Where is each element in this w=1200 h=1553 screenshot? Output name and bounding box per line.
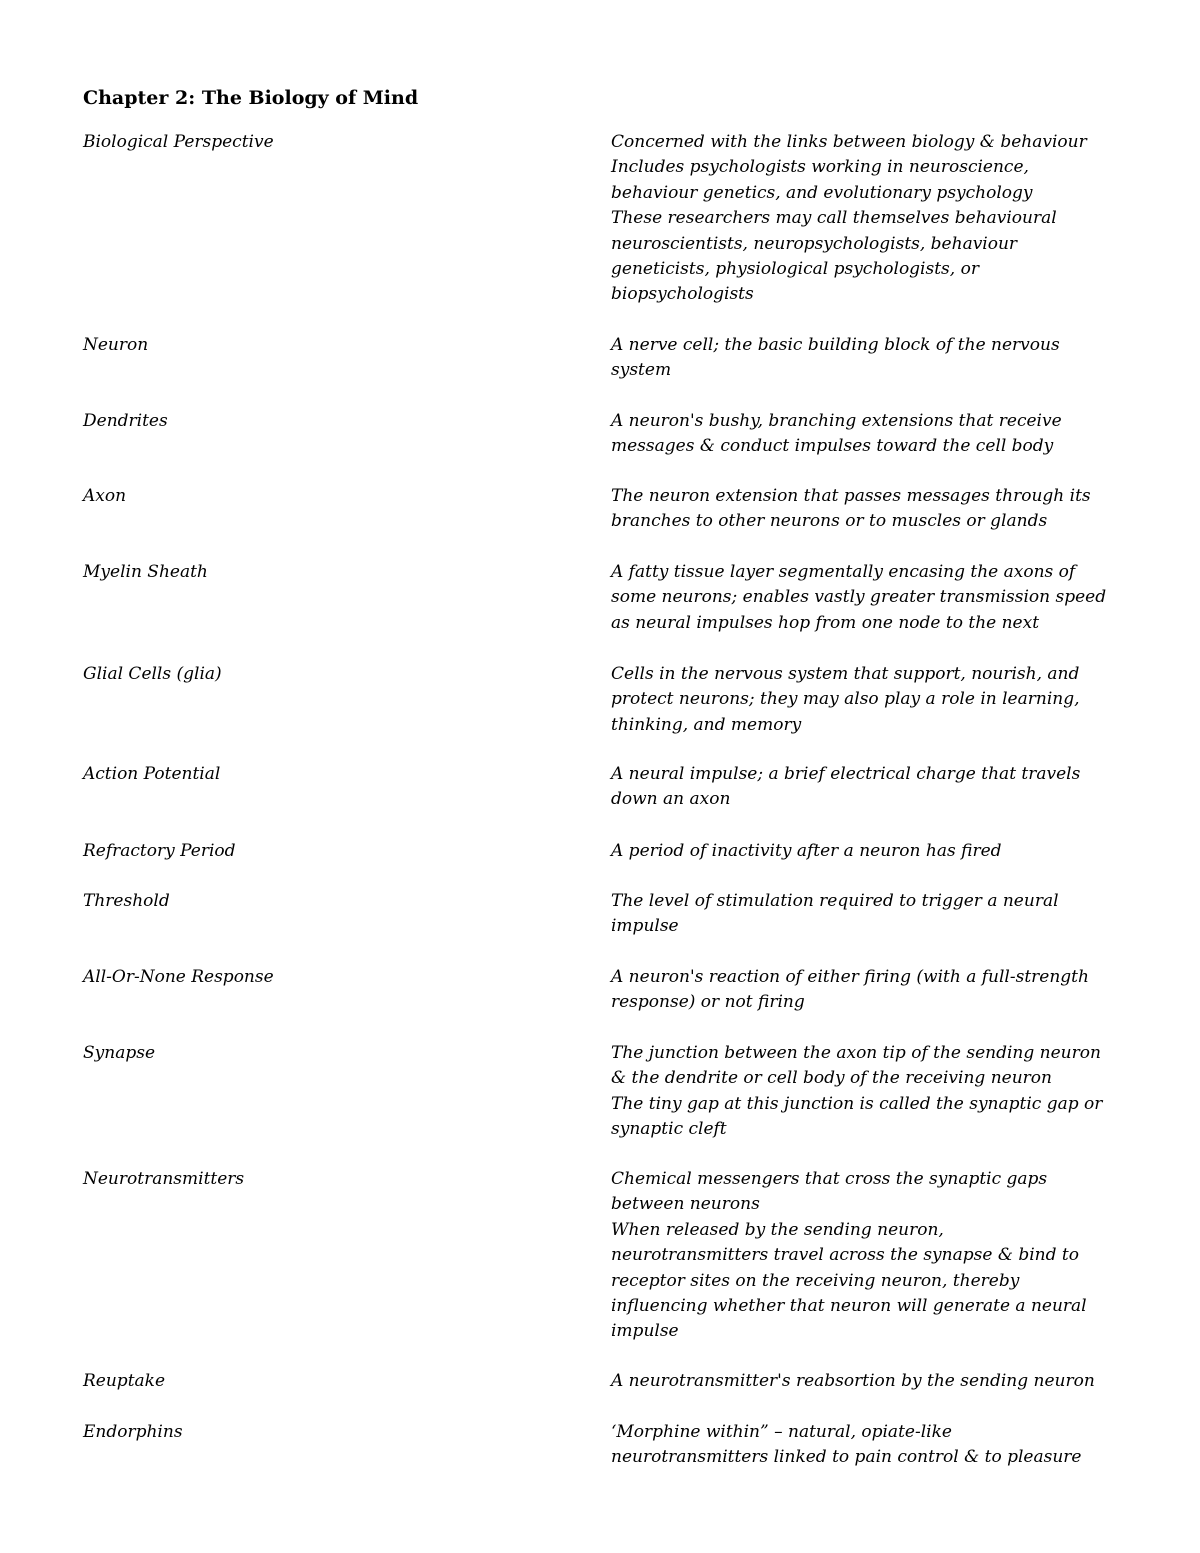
definition-line: biopsychologists <box>611 284 754 305</box>
definition-line: Chemical messengers that cross the synaptic gaps <box>611 1169 1048 1189</box>
definition-line: A period of inactivity after a neuron has fired <box>611 841 1002 861</box>
definition-line: some neurons; enables vastly greater transmission speed <box>611 587 1107 608</box>
definition <box>611 889 1131 940</box>
definition-line: A neuron's reaction of either firing (with a full-strength <box>611 967 1089 987</box>
term: Axon <box>83 486 127 506</box>
definition <box>611 839 1131 864</box>
definition-line: A neuron's bushy, branching extensions that receive <box>611 411 1062 431</box>
definition <box>611 409 1131 460</box>
definition-line: Includes psychologists working in neuroscience, <box>611 157 1029 178</box>
definition <box>611 1041 1131 1143</box>
term: Synapse <box>83 1043 156 1063</box>
definition-line: When released by the sending neuron, <box>611 1219 944 1240</box>
definition-line: A fatty tissue layer segmentally encasing the axons of <box>611 562 1076 582</box>
definition-line: The level of stimulation required to trigger a neural <box>611 891 1059 911</box>
term: Action Potential <box>83 764 221 784</box>
definition <box>611 484 1131 535</box>
term: Threshold <box>83 891 170 911</box>
definition-line: The junction between the axon tip of the sending neuron <box>611 1043 1101 1063</box>
term: Endorphins <box>83 1422 183 1442</box>
definition-line: The tiny gap at this junction is called the synaptic gap or <box>611 1093 1103 1114</box>
term: Dendrites <box>83 411 168 431</box>
term: Refractory Period <box>83 841 236 861</box>
definition-line: neuroscientists, neuropsychologists, behaviour <box>611 233 1018 254</box>
definition <box>611 130 1131 308</box>
definition-line: These researchers may call themselves behavioural <box>611 208 1057 229</box>
definition-line: influencing whether that neuron will generate a neural <box>611 1296 1087 1317</box>
definition-line: thinking, and memory <box>611 714 802 735</box>
definition-line: A neurotransmitter's reabsortion by the sending neuron <box>611 1371 1095 1391</box>
definition-line: between neurons <box>611 1194 760 1215</box>
term: Neurotransmitters <box>83 1169 245 1189</box>
definition-line: Cells in the nervous system that support, nourish, and <box>611 664 1080 684</box>
definition-line: system <box>611 360 672 381</box>
definition-line: geneticists, physiological psychologists, or <box>611 259 979 280</box>
definition <box>611 560 1131 636</box>
definition-line: synaptic cleft <box>611 1119 727 1140</box>
definition-line: response) or not firing <box>611 992 805 1013</box>
definition-line: impulse <box>611 916 679 937</box>
definition <box>611 1420 1131 1471</box>
definition-line: neurotransmitters linked to pain control & to pleasure <box>611 1447 1082 1468</box>
definition-line: down an axon <box>611 789 731 810</box>
definition-line: ‘Morphine within” – natural, opiate-like <box>611 1422 952 1442</box>
definition-line: messages & conduct impulses toward the cell body <box>611 436 1054 457</box>
definition-line: as neural impulses hop from one node to the next <box>611 612 1040 633</box>
term: All-Or-None Response <box>83 967 274 987</box>
definition <box>611 333 1131 384</box>
term: Myelin Sheath <box>83 562 208 582</box>
definition <box>611 1167 1131 1345</box>
definition-line: impulse <box>611 1321 679 1342</box>
definition-line: Concerned with the links between biology & behaviour <box>611 132 1087 152</box>
term: Neuron <box>83 335 149 355</box>
definition-line: A neural impulse; a brief electrical charge that travels <box>611 764 1081 784</box>
definition-line: receptor sites on the receiving neuron, thereby <box>611 1270 1020 1291</box>
definition-line: A nerve cell; the basic building block of the nervous <box>611 335 1060 355</box>
definition-line: The neuron extension that passes messages through its <box>611 486 1091 506</box>
page-title: Chapter 2: The Biology of Mind <box>83 87 419 109</box>
definition <box>611 762 1131 813</box>
term: Glial Cells (glia) <box>83 664 222 684</box>
definition-line: & the dendrite or cell body of the receiving neuron <box>611 1068 1052 1089</box>
term: Biological Perspective <box>83 132 274 152</box>
definition-line: branches to other neurons or to muscles or glands <box>611 511 1048 532</box>
definition <box>611 965 1131 1016</box>
definition <box>611 662 1131 738</box>
definition-line: neurotransmitters travel across the synapse & bind to <box>611 1245 1079 1266</box>
definition-line: protect neurons; they may also play a role in learning, <box>611 689 1080 710</box>
definition <box>611 1369 1131 1394</box>
definition-line: behaviour genetics, and evolutionary psychology <box>611 182 1033 203</box>
term: Reuptake <box>83 1371 166 1391</box>
